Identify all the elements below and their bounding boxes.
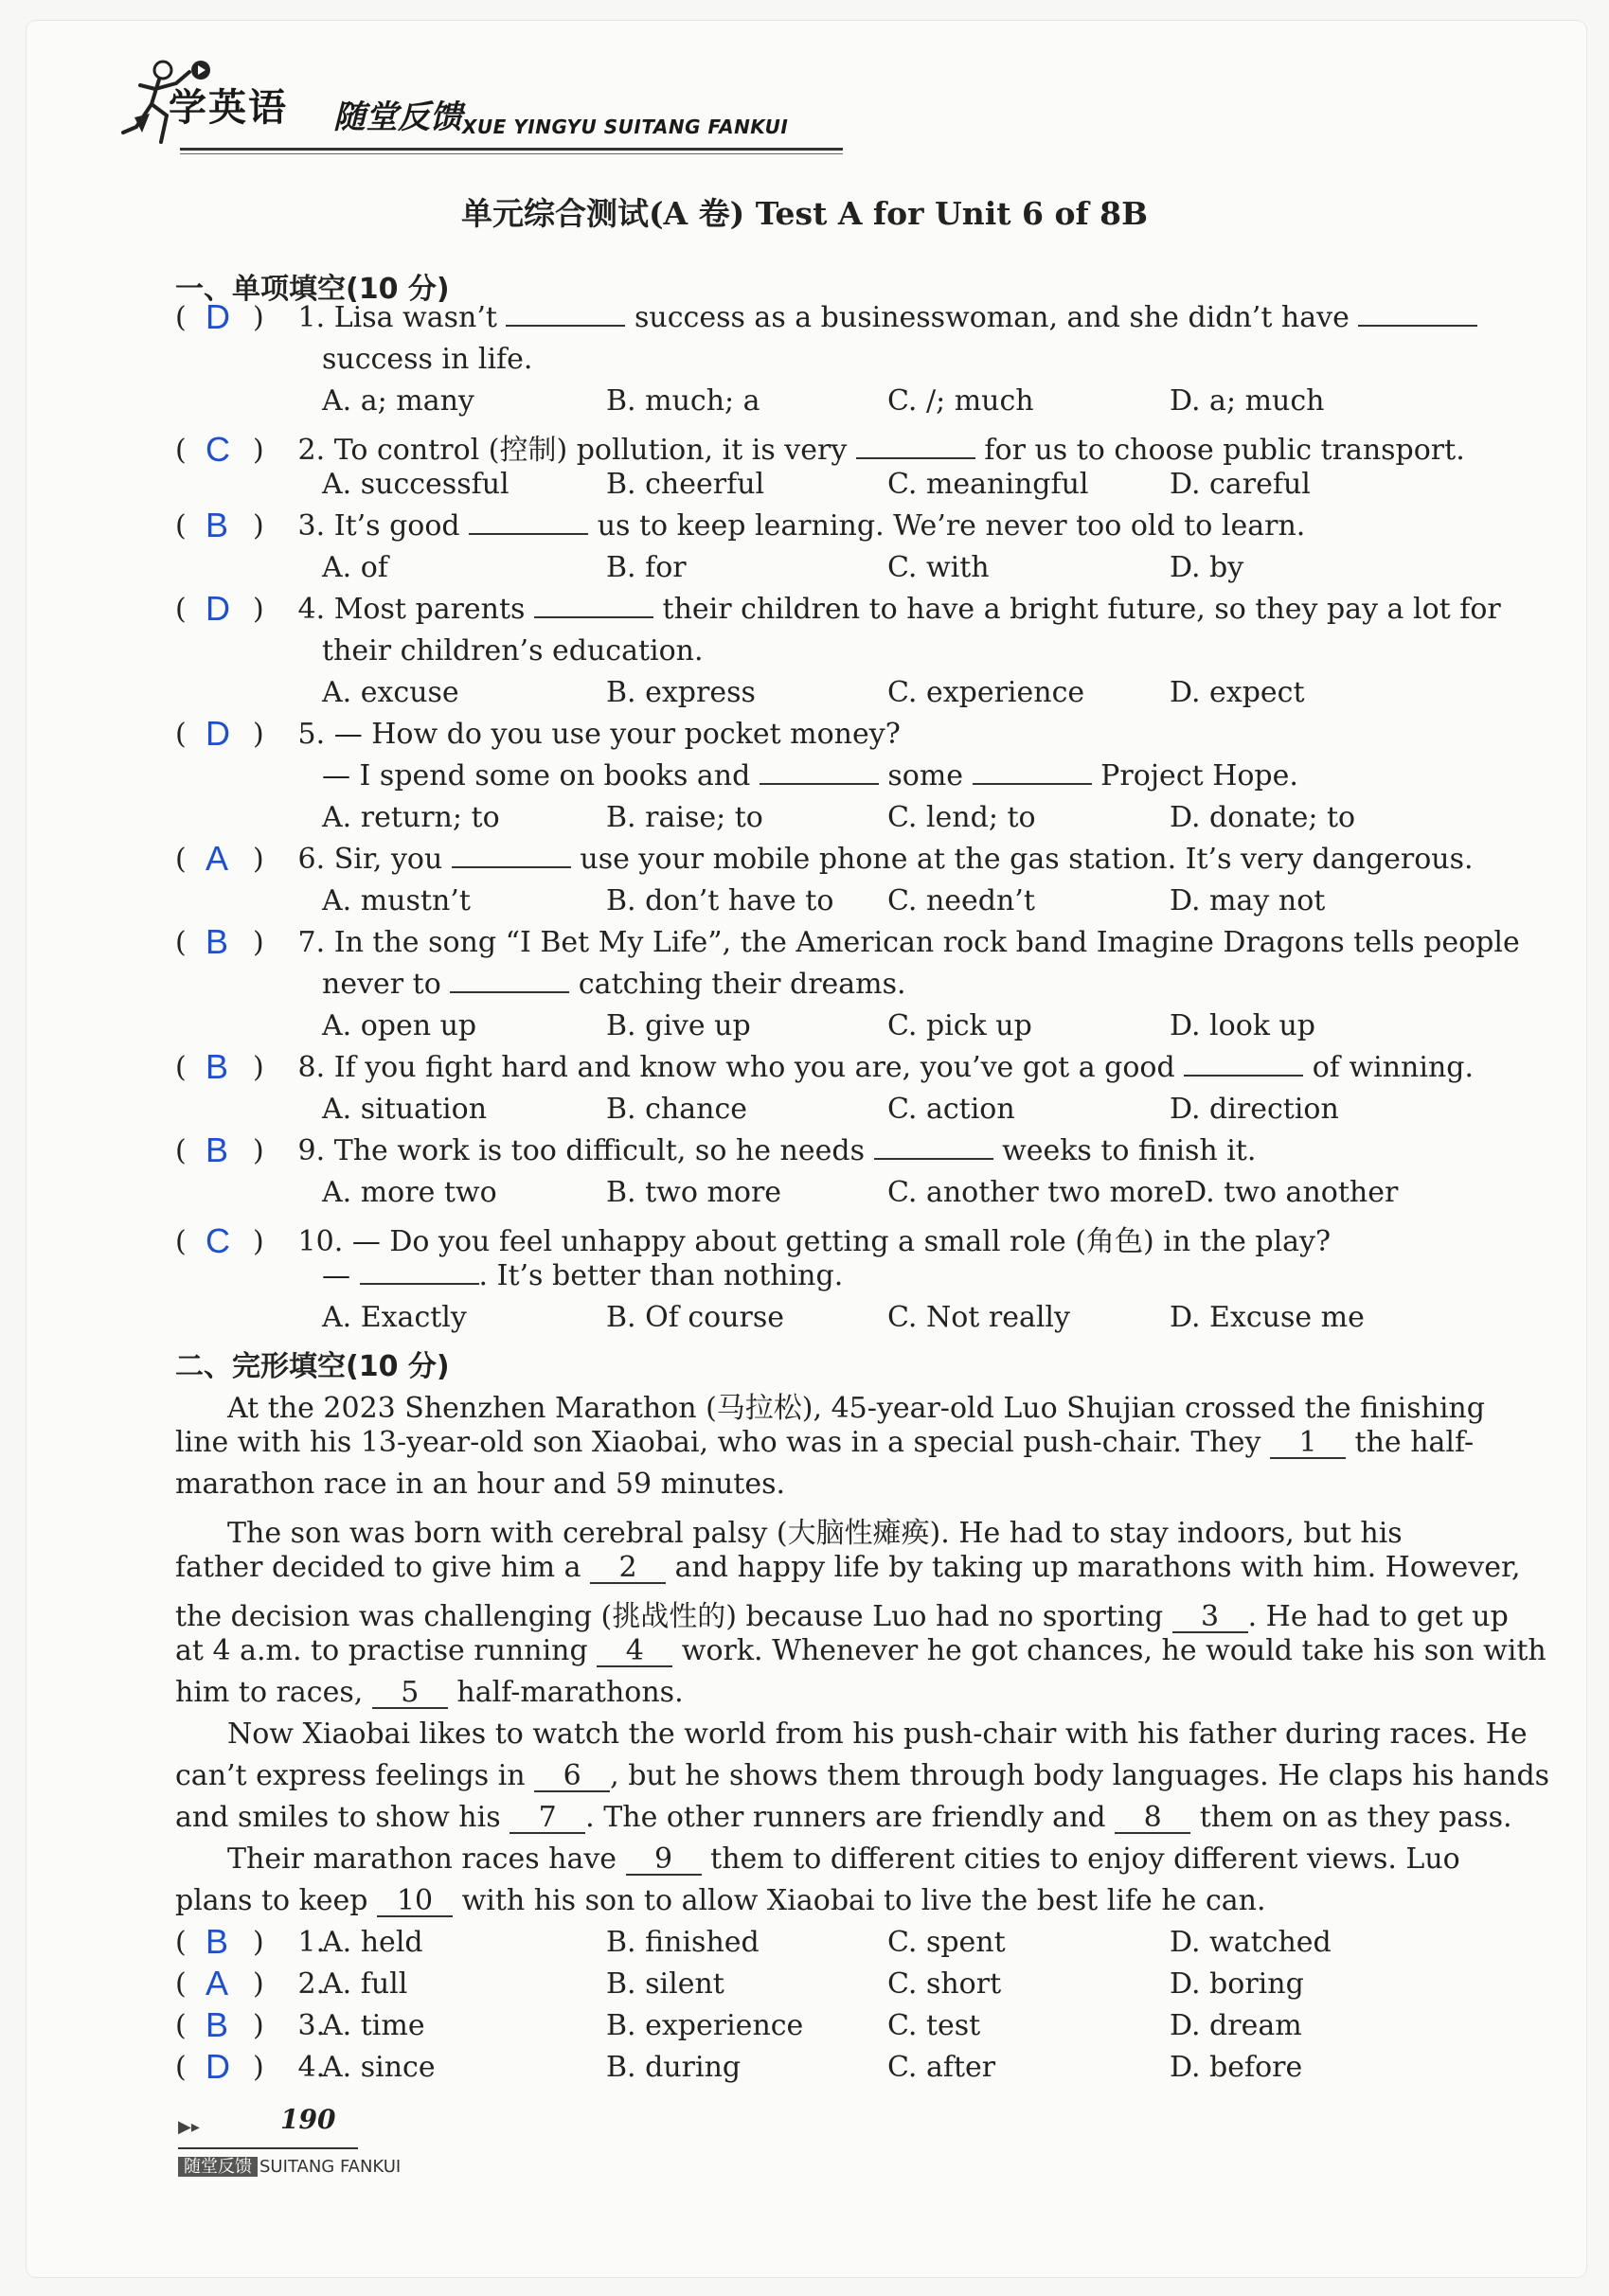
question-number: 6.: [297, 843, 326, 876]
footer-logo-cn: 随堂反馈: [178, 2157, 258, 2177]
answer-paren: ( B ): [175, 2005, 264, 2044]
answer-paren: ( D ): [175, 714, 264, 753]
answer-blank: [452, 844, 571, 868]
passage-text: and happy life by taking up marathons with him. However,: [674, 1551, 1521, 1584]
answer-blank: [973, 760, 1092, 785]
option-a: A. held: [322, 1926, 423, 1959]
passage-line: [227, 1842, 1515, 1876]
question-text: catching their dreams.: [578, 968, 906, 1001]
passage-text: at 4 a.m. to practise running: [175, 1634, 588, 1667]
option-c: C. action: [887, 1093, 1015, 1126]
answer-paren: ( B ): [175, 506, 264, 544]
question-2: [175, 426, 1463, 468]
option-b: B. experience: [606, 2009, 804, 2042]
answer-blank: [760, 760, 879, 785]
option-b: B. for: [606, 551, 687, 584]
question-number: 4.: [297, 2051, 326, 2084]
option-a: A. return; to: [322, 801, 500, 834]
question-text: their children to have a bright future, so they pay a lot for: [662, 593, 1501, 626]
passage-line: [175, 1593, 1509, 1634]
book-header: [114, 57, 833, 161]
answer-mark: B: [206, 1130, 229, 1169]
question-1: [175, 297, 1463, 336]
question-text: In the song “I Bet My Life”, the American rock band Imagine Dragons tells people: [333, 926, 1520, 959]
cloze-blank-7: 7: [510, 1804, 585, 1834]
option-b: B. express: [606, 676, 756, 709]
answer-paren: ( D ): [175, 297, 264, 336]
option-c-d: C. another two moreD. two another: [887, 1176, 1399, 1209]
option-d: D. before: [1170, 2051, 1303, 2084]
header-rule: [180, 148, 843, 151]
answer-blank: [874, 1135, 993, 1160]
option-d: D. donate; to: [1170, 801, 1356, 834]
option-a: A. excuse: [322, 676, 459, 709]
option-c: C. /; much: [887, 384, 1034, 418]
option-d: D. careful: [1170, 468, 1311, 501]
footer-logo-en: SUITANG FANKUI: [259, 2157, 402, 2177]
question-3: [175, 506, 1463, 544]
cloze-blank-2: 2: [590, 1554, 666, 1584]
answer-paren: ( D ): [175, 2047, 264, 2086]
option-b: B. during: [606, 2051, 742, 2084]
option-b: B. finished: [606, 1926, 760, 1959]
option-a: A. Exactly: [322, 1301, 467, 1334]
answer-blank: [856, 435, 975, 459]
option-d: D. by: [1170, 551, 1244, 584]
question-number: 10.: [297, 1225, 344, 1258]
question-text: for us to choose public transport.: [984, 434, 1465, 467]
section-heading-cloze: 二、完形填空(10 分): [175, 1350, 450, 1383]
answer-mark: B: [206, 922, 229, 961]
question-text: . It’s better than nothing.: [478, 1259, 844, 1292]
option-c: C. experience: [887, 676, 1085, 709]
answer-paren: ( D ): [175, 589, 264, 628]
question-6: [175, 839, 1474, 878]
passage-line: [175, 1551, 1521, 1584]
option-c: C. test: [887, 2009, 981, 2042]
passage-text: , but he shows them through body languages. He claps his hands: [610, 1759, 1550, 1792]
question-text: use your mobile phone at the gas station. It’s very dangerous.: [580, 843, 1474, 876]
question-continuation: their children’s education.: [322, 634, 704, 667]
cloze-question-2: [175, 1964, 1463, 2002]
cloze-question-1: [175, 1922, 1463, 1961]
answer-blank: [360, 1260, 479, 1285]
option-a: A. since: [322, 2051, 436, 2084]
question-text: us to keep learning. We’re never too old to learn.: [597, 509, 1306, 543]
answer-mark: D: [206, 2047, 230, 2086]
question-number: 7.: [297, 926, 326, 959]
header-rule-thin: [180, 153, 843, 154]
passage-line: [175, 1884, 1463, 1917]
question-continuation: [322, 968, 906, 1001]
passage-text: line with his 13-year-old son Xiaobai, who was in a special push-chair. They: [175, 1426, 1261, 1459]
option-c: C. meaningful: [887, 468, 1089, 501]
passage-text: them to different cities to enjoy different views. Luo: [710, 1842, 1460, 1876]
answer-mark: B: [206, 1047, 229, 1086]
option-a: A. of: [322, 551, 388, 584]
passage-text: and smiles to show his: [175, 1801, 501, 1834]
cloze-blank-3: 3: [1172, 1603, 1248, 1633]
brand-title-en: XUE YINGYU SUITANG FANKUI: [462, 116, 789, 138]
answer-mark: C: [206, 430, 230, 469]
question-text: Sir, you: [333, 843, 443, 876]
answer-mark: D: [206, 589, 230, 628]
option-c: C. needn’t: [887, 884, 1035, 917]
question-text: weeks to finish it.: [1002, 1134, 1257, 1167]
option-c: C. after: [887, 2051, 996, 2084]
option-b: B. silent: [606, 1967, 724, 2001]
option-a: A. successful: [322, 468, 510, 501]
cloze-question-3: [175, 2005, 1463, 2044]
question-text: It’s good: [333, 509, 460, 543]
option-c: C. short: [887, 1967, 1002, 2001]
question-text: — How do you use your pocket money?: [333, 718, 901, 751]
option-c: C. with: [887, 551, 990, 584]
answer-blank: [450, 969, 569, 993]
question-5: [175, 714, 1463, 753]
passage-text: can’t express feelings in: [175, 1759, 526, 1792]
question-number: 9.: [297, 1134, 326, 1167]
passage-text: him to races,: [175, 1676, 364, 1709]
question-7: [175, 922, 1520, 961]
question-number: 3.: [297, 2009, 326, 2042]
passage-line: [175, 1676, 1463, 1709]
option-b: B. raise; to: [606, 801, 763, 834]
option-a: A. mustn’t: [322, 884, 471, 917]
passage-text: . He had to get up: [1247, 1600, 1509, 1633]
page-number: 190: [280, 2104, 336, 2135]
option-a: A. more two: [322, 1176, 497, 1209]
option-d: D. may not: [1170, 884, 1326, 917]
answer-paren: ( C ): [175, 1221, 264, 1260]
question-text: Lisa wasn’t: [333, 301, 497, 334]
option-b: B. give up: [606, 1009, 751, 1042]
answer-blank: [469, 510, 588, 535]
question-continuation: [322, 1259, 843, 1292]
cloze-blank-5: 5: [372, 1679, 448, 1709]
question-text: If you fight hard and know who you are, you’ve got a good: [333, 1051, 1175, 1084]
option-a: A. a; many: [322, 384, 474, 418]
passage-text: work. Whenever he got chances, he would take his son with: [681, 1634, 1546, 1667]
passage-line: [175, 1759, 1550, 1792]
answer-paren: ( B ): [175, 1130, 264, 1169]
question-number: 1.: [297, 301, 326, 334]
question-number: 4.: [297, 593, 326, 626]
option-c: C. Not really: [887, 1301, 1070, 1334]
question-10: [175, 1218, 1463, 1259]
answer-blank: [534, 594, 653, 618]
option-c: C. spent: [887, 1926, 1006, 1959]
question-text: success as a businesswoman, and she didn’t have: [635, 301, 1350, 334]
passage-text: them on as they pass.: [1199, 1801, 1512, 1834]
section-heading-single-choice: 一、单项填空(10 分): [175, 273, 450, 306]
cloze-blank-4: 4: [597, 1637, 672, 1667]
question-9: [175, 1130, 1463, 1169]
question-text: The work is too difficult, so he needs: [333, 1134, 865, 1167]
answer-paren: ( B ): [175, 922, 264, 961]
passage-line: [175, 1426, 1475, 1459]
answer-mark: D: [206, 297, 230, 336]
footer-rule: [178, 2147, 358, 2149]
question-number: 5.: [297, 718, 326, 751]
answer-mark: C: [206, 1221, 230, 1260]
option-d: D. dream: [1170, 2009, 1302, 2042]
cloze-blank-9: 9: [626, 1845, 702, 1876]
passage-text: the half-: [1354, 1426, 1475, 1459]
option-b: B. don’t have to: [606, 884, 834, 917]
answer-blank: [506, 302, 625, 327]
question-text: To control (控制) pollution, it is very: [333, 434, 848, 467]
option-d: D. expect: [1170, 676, 1305, 709]
option-c: C. pick up: [887, 1009, 1032, 1042]
brand-subtitle-cn: 随堂反馈: [333, 98, 462, 136]
answer-paren: ( B ): [175, 1047, 264, 1086]
option-d: D. boring: [1170, 1967, 1304, 2001]
answer-blank: [1184, 1052, 1303, 1077]
option-d: D. watched: [1170, 1926, 1332, 1959]
option-d: D. look up: [1170, 1009, 1316, 1042]
passage-text: father decided to give him a: [175, 1551, 581, 1584]
answer-mark: A: [206, 839, 229, 878]
passage-text: . The other runners are friendly and: [585, 1801, 1106, 1834]
passage-text: the decision was challenging (挑战性的) because Luo had no sporting: [175, 1600, 1164, 1633]
dialogue-dash: —: [322, 1259, 350, 1292]
passage-line: The son was born with cerebral palsy (大脑性瘫痪). He had to stay indoors, but his: [227, 1517, 1403, 1550]
option-d: D. a; much: [1170, 384, 1325, 418]
dialogue-text: some: [887, 759, 964, 792]
question-number: 1.: [297, 1926, 326, 1959]
question-8: [175, 1047, 1475, 1086]
dialogue-text: — I spend some on books and: [322, 759, 751, 792]
footer-arrow-icon: ▶▸: [178, 2117, 200, 2137]
option-a: A. full: [322, 1967, 408, 2001]
option-d: D. direction: [1170, 1093, 1339, 1126]
passage-line: Now Xiaobai likes to watch the world from his push-chair with his father during races. He: [227, 1718, 1528, 1751]
answer-paren: ( B ): [175, 1922, 264, 1961]
question-number: 8.: [297, 1051, 326, 1084]
passage-line: marathon race in an hour and 59 minutes.: [175, 1468, 786, 1501]
option-a: A. open up: [322, 1009, 477, 1042]
passage-text: Their marathon races have: [227, 1842, 617, 1876]
question-text: never to: [322, 968, 441, 1001]
answer-blank: [1358, 302, 1477, 327]
footer-logo: [178, 2153, 401, 2178]
passage-text: half-marathons.: [456, 1676, 684, 1709]
cloze-question-4: [175, 2047, 1463, 2086]
question-4: [175, 589, 1501, 628]
answer-paren: ( A ): [175, 1964, 264, 2002]
answer-mark: B: [206, 2005, 229, 2044]
passage-line: At the 2023 Shenzhen Marathon (马拉松), 45-year-old Luo Shujian crossed the finishing: [227, 1392, 1485, 1425]
cloze-blank-10: 10: [377, 1887, 453, 1917]
option-b: B. chance: [606, 1093, 748, 1126]
question-text: Most parents: [333, 593, 526, 626]
passage-line: [175, 1801, 1512, 1834]
question-continuation: success in life.: [322, 343, 533, 376]
question-number: 3.: [297, 509, 326, 543]
answer-mark: D: [206, 714, 230, 753]
option-a: A. situation: [322, 1093, 488, 1126]
option-a: A. time: [322, 2009, 425, 2042]
question-text: — Do you feel unhappy about getting a small role (角色) in the play?: [351, 1225, 1332, 1258]
answer-mark: B: [206, 506, 229, 544]
cloze-blank-1: 1: [1270, 1429, 1346, 1459]
option-c: C. lend; to: [887, 801, 1036, 834]
question-text: of winning.: [1312, 1051, 1475, 1084]
passage-text: with his son to allow Xiaobai to live the best life he can.: [461, 1884, 1266, 1917]
answer-mark: B: [206, 1922, 229, 1961]
answer-paren: ( A ): [175, 839, 264, 878]
option-b: B. Of course: [606, 1301, 785, 1334]
option-b: B. much; a: [606, 384, 760, 418]
passage-text: plans to keep: [175, 1884, 368, 1917]
option-d: D. Excuse me: [1170, 1301, 1365, 1334]
question-number: 2.: [297, 434, 326, 467]
passage-line: [175, 1634, 1546, 1667]
question-continuation: [322, 759, 1298, 792]
cloze-blank-8: 8: [1115, 1804, 1190, 1834]
cloze-blank-6: 6: [534, 1762, 610, 1792]
page-title: 单元综合测试(A 卷) Test A for Unit 6 of 8B: [460, 195, 1149, 232]
brand-title-cn: 学英语: [169, 86, 288, 130]
answer-paren: ( C ): [175, 430, 264, 469]
option-b: B. cheerful: [606, 468, 765, 501]
question-number: 2.: [297, 1967, 326, 2001]
answer-mark: A: [206, 1964, 229, 2002]
option-b: B. two more: [606, 1176, 782, 1209]
dialogue-text: Project Hope.: [1100, 759, 1298, 792]
